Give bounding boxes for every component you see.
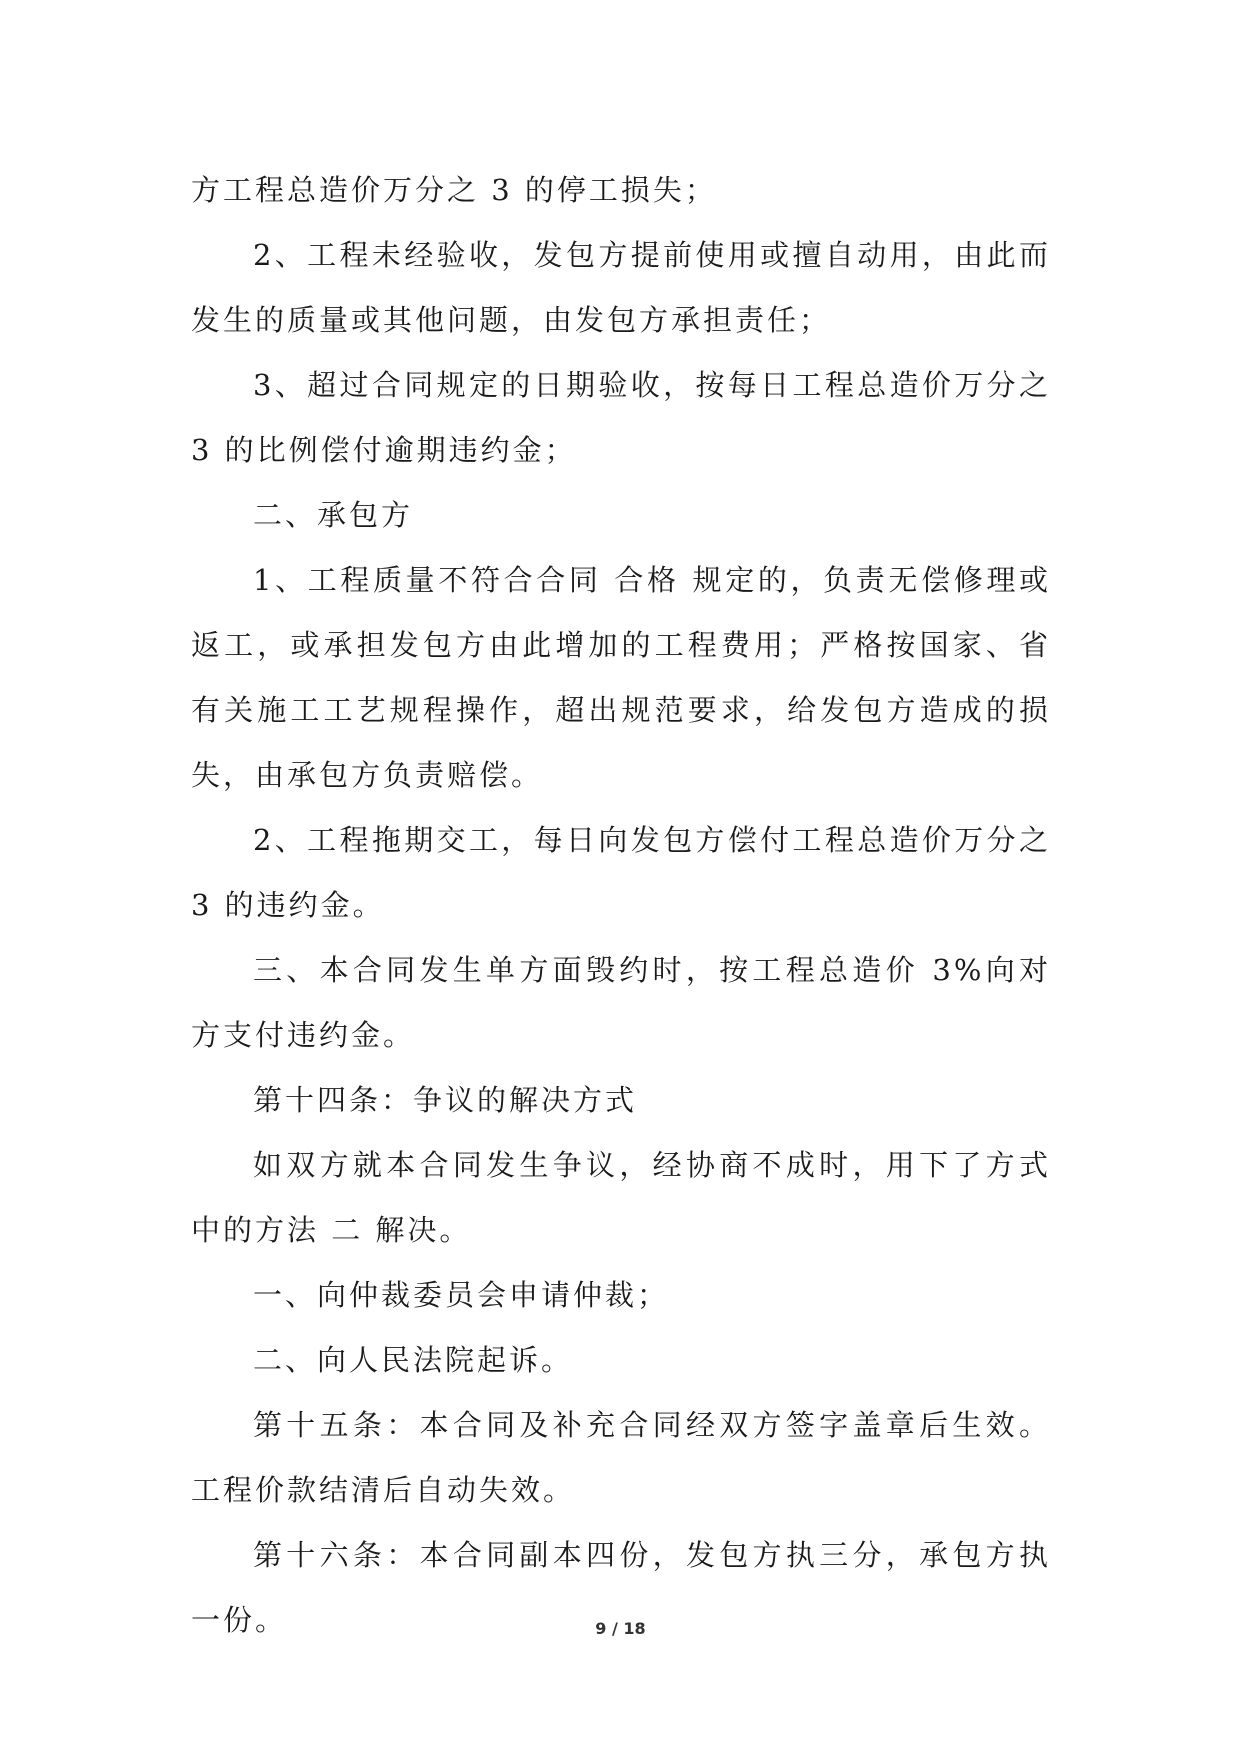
paragraph: 三、本合同发生单方面毁约时，按工程总造价 3%向对方支付违约金。 [191, 953, 1051, 1052]
paragraph: 1、工程质量不符合合同 合格 规定的，负责无偿修理或返工，或承担发包方由此增加的工程费用；严格按国家、省有关施工工艺规程操作，超出规范要求，给发包方造成的损失，由承包方负责赔偿。 [191, 563, 1051, 792]
document-body [191, 158, 1051, 1653]
paragraph: 2、工程拖期交工，每日向发包方偿付工程总造价万分之 3 的违约金。 [191, 823, 1051, 922]
paragraph: 3、超过合同规定的日期验收，按每日工程总造价万分之 3 的比例偿付逾期违约金； [191, 368, 1051, 467]
paragraph: 2、工程未经验收，发包方提前使用或擅自动用，由此而发生的质量或其他问题，由发包方承担责任； [191, 238, 1051, 337]
paragraph: 方工程总造价万分之 3 的停工损失； [191, 173, 717, 207]
paragraph: 如双方就本合同发生争议，经协商不成时，用下了方式中的方法 二 解决。 [191, 1148, 1051, 1247]
list-item: 一、向仲裁委员会申请仲裁； [253, 1278, 670, 1312]
list-item: 二、向人民法院起诉。 [253, 1343, 574, 1377]
paragraph: 第十五条：本合同及补充合同经双方签字盖章后生效。工程价款结清后自动失效。 [191, 1408, 1051, 1507]
paragraph: 第十六条：本合同副本四份，发包方执三分，承包方执一份。 [191, 1538, 1051, 1637]
page-number: 9 / 18 [595, 1619, 646, 1638]
article-heading: 第十四条：争议的解决方式 [253, 1083, 638, 1117]
section-heading: 二、承包方 [253, 498, 414, 532]
